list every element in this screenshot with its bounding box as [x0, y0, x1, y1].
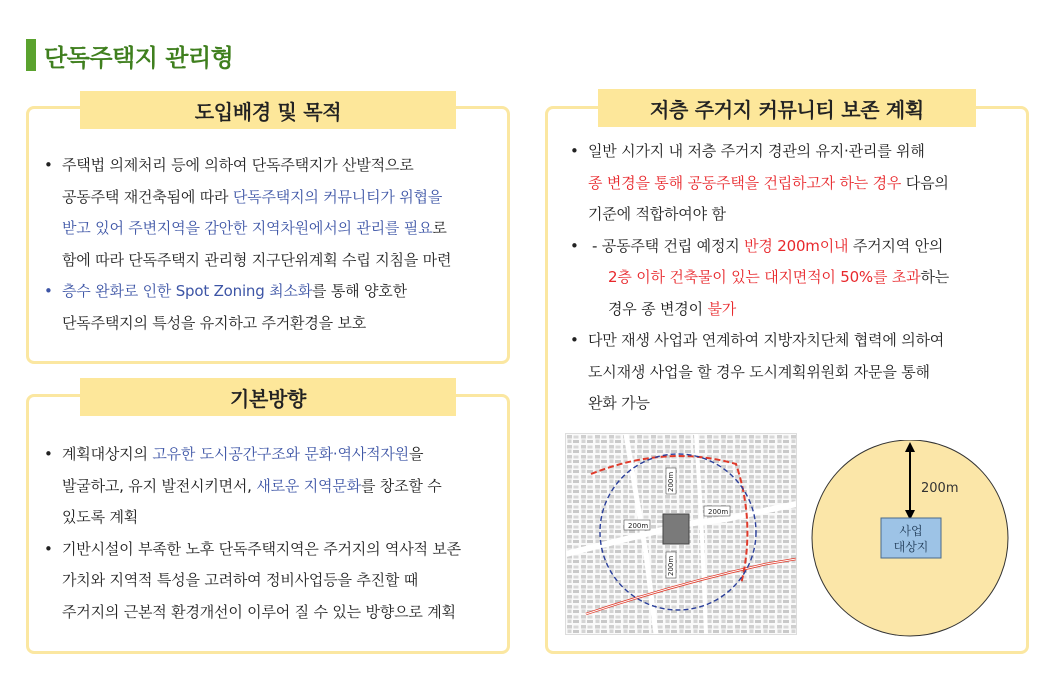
map-label-north: 200m: [667, 471, 675, 492]
map-label-east: 200m: [708, 508, 729, 516]
community-bullet-1: • 일반 시가지 내 저층 주거지 경관의 유지·관리를 위해 종 변경을 통해 공동주택을 건립하고자 하는 경우 다음의 기준에 적합하여야 함: [566, 136, 1026, 231]
map-label-south: 200m: [667, 555, 675, 576]
page-title-wrap: [26, 38, 233, 72]
map-label-west: 200m: [628, 522, 649, 530]
site-map-image: [565, 433, 797, 635]
page-title: 단독주택지 관리형: [44, 43, 234, 72]
background-bullet-1: • 주택법 의제처리 등에 의하여 단독주택지가 산발적으로 공동주택 재건축됨에 따라 단독주택지의 커뮤니티가 위협을 받고 있어 주변지역을 감안한 지역차원에서의 관리를 필요로 함에 따라 단독주택지 관리형 지구단위계획 수립 지침을 마련: [40, 150, 500, 276]
radius-diagram: [803, 440, 1013, 640]
direction-panel-title: 기본방향: [80, 378, 456, 416]
site-label-line1: 사업: [899, 524, 923, 538]
radius-diagram-svg: [803, 440, 1013, 640]
direction-bullet-2: • 기반시설이 부족한 노후 단독주택지역은 주거지의 역사적 보존 가치와 지역적 특성을 고려하여 정비사업등을 추진할 때 주거지의 근본적 환경개선이 이루어 질 수 있는 방향으로 계획: [40, 534, 500, 629]
community-bullet-2: • 다만 재생 사업과 연계하여 지방자치단체 협력에 의하여 도시재생 사업을 할 경우 도시계획위원회 자문을 통해 완화 가능: [566, 325, 1026, 420]
background-bullets: [40, 150, 500, 339]
site-map-svg: [566, 434, 796, 634]
community-bullets: [566, 136, 1026, 420]
direction-bullets: [40, 439, 500, 628]
title-accent-bar: [26, 39, 36, 71]
community-panel-title: 저층 주거지 커뮤니티 보존 계획: [598, 89, 976, 127]
direction-bullet-1: • 계획대상지의 고유한 도시공간구조와 문화·역사적자원을 발굴하고, 유지 발전시키면서, 새로운 지역문화를 창조할 수 있도록 계획: [40, 439, 500, 534]
site-label-line2: 대상지: [893, 540, 929, 554]
radius-label: 200m: [921, 481, 959, 496]
community-sub-item: • - 공동주택 건립 예정지 반경 200m이내 주거지역 안의 2층 이하 건축물이 있는 대지면적이 50%를 초과하는 경우 종 변경이 불가: [566, 231, 1026, 326]
background-bullet-2: • 층수 완화로 인한 Spot Zoning 최소화를 통해 양호한 단독주택지의 특성을 유지하고 주거환경을 보호: [40, 276, 500, 339]
background-panel-title: 도입배경 및 목적: [80, 91, 456, 129]
